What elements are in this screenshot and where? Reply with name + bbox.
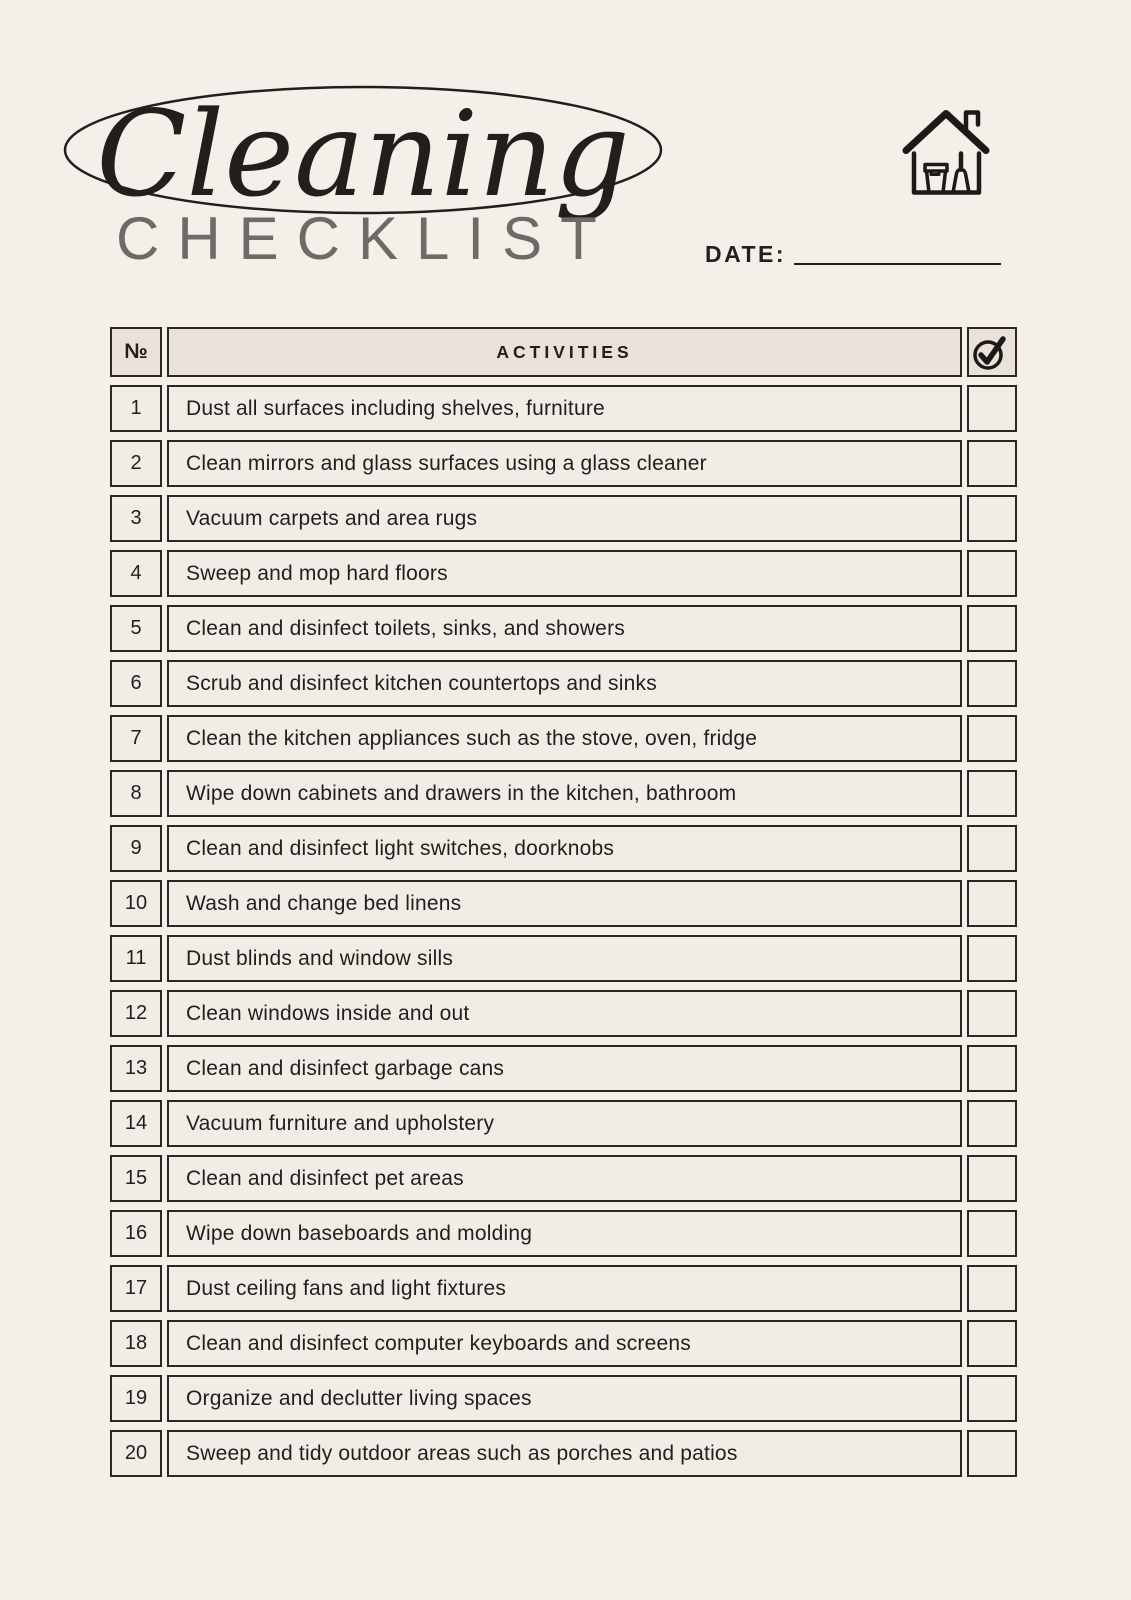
row-checkbox-cell[interactable] [967,1320,1017,1367]
row-number-cell: 16 [110,1210,162,1257]
row-activity-cell: Dust ceiling fans and light fixtures [167,1265,962,1312]
date-row [705,243,1001,266]
row-activity-cell: Clean and disinfect toilets, sinks, and showers [167,605,962,652]
row-activity-cell: Vacuum carpets and area rugs [167,495,962,542]
row-checkbox-cell[interactable] [967,385,1017,432]
row-number-cell: 9 [110,825,162,872]
row-checkbox-cell[interactable] [967,1045,1017,1092]
row-checkbox-cell[interactable] [967,440,1017,487]
row-number-cell: 7 [110,715,162,762]
row-activity-cell: Dust all surfaces including shelves, furniture [167,385,962,432]
row-checkbox-cell[interactable] [967,825,1017,872]
row-checkbox-cell[interactable] [967,550,1017,597]
row-number-cell: 2 [110,440,162,487]
row-activity-cell: Clean windows inside and out [167,990,962,1037]
row-number-cell: 5 [110,605,162,652]
row-number-cell: 3 [110,495,162,542]
row-activity-cell: Sweep and tidy outdoor areas such as porches and patios [167,1430,962,1477]
row-number-cell: 8 [110,770,162,817]
row-activity-cell: Organize and declutter living spaces [167,1375,962,1422]
row-checkbox-cell[interactable] [967,1155,1017,1202]
row-number-cell: 12 [110,990,162,1037]
row-activity-cell: Wipe down cabinets and drawers in the kitchen, bathroom [167,770,962,817]
row-activity-cell: Clean mirrors and glass surfaces using a glass cleaner [167,440,962,487]
row-activity-cell: Clean and disinfect pet areas [167,1155,962,1202]
row-number-cell: 18 [110,1320,162,1367]
roof-shape [906,114,986,151]
row-checkbox-cell[interactable] [967,770,1017,817]
row-number-cell: 17 [110,1265,162,1312]
row-activity-cell: Clean and disinfect computer keyboards and screens [167,1320,962,1367]
row-checkbox-cell[interactable] [967,1100,1017,1147]
row-number-cell: 11 [110,935,162,982]
row-checkbox-cell[interactable] [967,935,1017,982]
chimney-shape [966,113,978,131]
date-blank-line [794,263,1001,265]
row-activity-cell: Clean the kitchen appliances such as the stove, oven, fridge [167,715,962,762]
row-checkbox-cell[interactable] [967,1210,1017,1257]
row-number-cell: 15 [110,1155,162,1202]
checklist-table [110,327,1017,1477]
row-activity-cell: Dust blinds and window sills [167,935,962,982]
row-checkbox-cell[interactable] [967,495,1017,542]
row-activity-cell: Scrub and disinfect kitchen countertops and sinks [167,660,962,707]
col-header-activities: ACTIVITIES [167,327,962,377]
col-header-number: № [110,327,162,377]
row-number-cell: 6 [110,660,162,707]
row-number-cell: 10 [110,880,162,927]
row-activity-cell: Sweep and mop hard floors [167,550,962,597]
row-number-cell: 4 [110,550,162,597]
row-checkbox-cell[interactable] [967,660,1017,707]
col-header-done [967,327,1017,377]
broom-head-shape [953,170,969,193]
row-activity-cell: Clean and disinfect garbage cans [167,1045,962,1092]
row-activity-cell: Wipe down baseboards and molding [167,1210,962,1257]
row-checkbox-cell[interactable] [967,1265,1017,1312]
page-title-script: Cleaning [96,85,630,223]
row-number-cell: 1 [110,385,162,432]
row-number-cell: 19 [110,1375,162,1422]
row-checkbox-cell[interactable] [967,1430,1017,1477]
row-checkbox-cell[interactable] [967,715,1017,762]
bucket-rim-shape [925,165,947,172]
check-circle-icon [972,332,1012,372]
date-label: DATE: [705,241,787,267]
row-number-cell: 13 [110,1045,162,1092]
row-activity-cell: Clean and disinfect light switches, doorknobs [167,825,962,872]
row-checkbox-cell[interactable] [967,990,1017,1037]
row-checkbox-cell[interactable] [967,605,1017,652]
row-number-cell: 20 [110,1430,162,1477]
page-subtitle: CHECKLIST [116,205,615,272]
row-checkbox-cell[interactable] [967,880,1017,927]
row-activity-cell: Vacuum furniture and upholstery [167,1100,962,1147]
house-cleaning-icon [900,103,992,200]
row-activity-cell: Wash and change bed linens [167,880,962,927]
row-number-cell: 14 [110,1100,162,1147]
row-checkbox-cell[interactable] [967,1375,1017,1422]
